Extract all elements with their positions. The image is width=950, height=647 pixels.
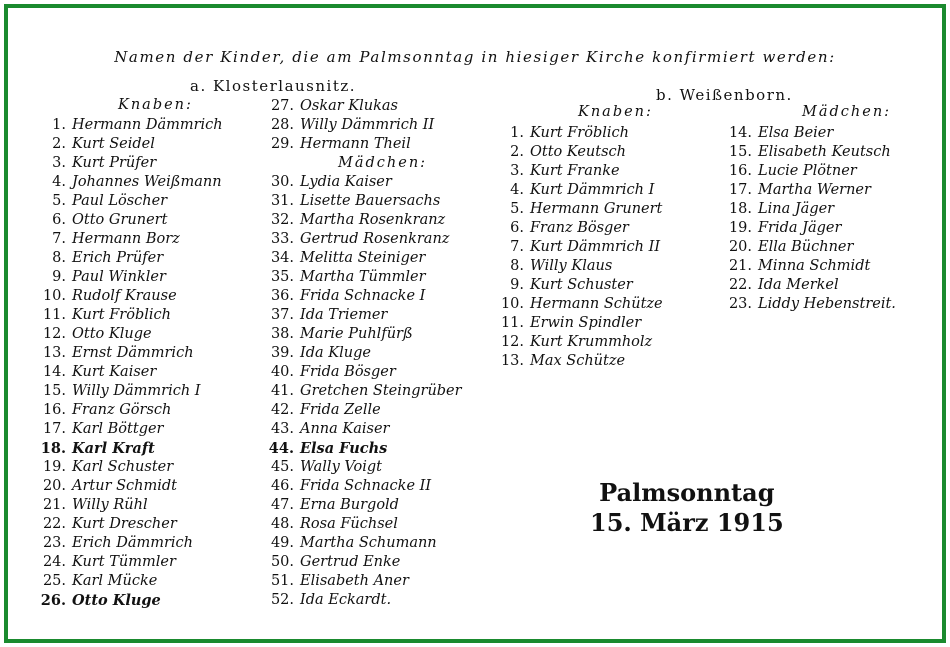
entry-name: Franz Bösger xyxy=(530,220,629,236)
entry-number: 21. xyxy=(42,497,66,513)
entry-name: Wally Voigt xyxy=(300,459,382,475)
list-item xyxy=(498,276,663,295)
entry-number: 6. xyxy=(510,220,524,236)
entry-name: Elsa Beier xyxy=(758,125,834,141)
entry-name: Ella Büchner xyxy=(758,239,854,255)
entry-number: 51. xyxy=(270,573,294,589)
section-a-knaben-list xyxy=(40,116,223,610)
list-item xyxy=(498,238,663,257)
entry-name: Lisette Bauersachs xyxy=(300,193,441,209)
entry-name: Martha Werner xyxy=(758,182,871,198)
entry-name: Lydia Kaiser xyxy=(300,174,392,190)
entry-number: 14. xyxy=(728,125,752,141)
entry-name: Rosa Füchsel xyxy=(300,516,398,532)
list-item xyxy=(268,211,462,230)
entry-number: 18. xyxy=(40,440,66,457)
entry-number: 20. xyxy=(728,239,752,255)
section-b-maedchen-list xyxy=(722,124,896,314)
entry-number: 16. xyxy=(728,163,752,179)
entry-name: Gertrud Rosenkranz xyxy=(300,231,450,247)
list-item xyxy=(722,200,896,219)
list-item xyxy=(722,238,896,257)
entry-name: Kurt Seidel xyxy=(72,136,155,152)
entry-number: 27. xyxy=(270,98,294,114)
entry-number: 15. xyxy=(42,383,66,399)
list-item xyxy=(498,181,663,200)
entry-number: 10. xyxy=(42,288,66,304)
entry-number: 48. xyxy=(270,516,294,532)
entry-name: Gertrud Enke xyxy=(300,554,401,570)
list-item xyxy=(40,211,223,230)
entry-number: 36. xyxy=(270,288,294,304)
list-item xyxy=(268,116,462,135)
entry-name: Elisabeth Keutsch xyxy=(758,144,891,160)
entry-name: Martha Tümmler xyxy=(300,269,426,285)
entry-name: Lucie Plötner xyxy=(758,163,857,179)
entry-number: 44. xyxy=(268,440,294,457)
entry-number: 4. xyxy=(52,174,66,190)
list-item xyxy=(40,268,223,287)
list-item xyxy=(268,515,462,534)
entry-name: Erwin Spindler xyxy=(530,315,642,331)
entry-name: Kurt Tümmler xyxy=(72,554,176,570)
entry-name: Elsa Fuchs xyxy=(300,440,388,457)
list-item xyxy=(268,325,462,344)
list-item xyxy=(268,420,462,439)
section-a-knaben-heading: Knaben: xyxy=(118,97,193,113)
entry-name: Willy Dämmrich I xyxy=(72,383,201,399)
list-item xyxy=(40,591,223,610)
list-item xyxy=(268,439,462,458)
entry-number: 52. xyxy=(270,592,294,608)
entry-name: Marie Puhlfürß xyxy=(300,326,413,342)
entry-name: Kurt Schuster xyxy=(530,277,633,293)
list-item xyxy=(268,192,462,211)
section-a-knaben-continued xyxy=(268,97,462,154)
list-item xyxy=(722,219,896,238)
entry-name: Oskar Klukas xyxy=(300,98,398,114)
list-item xyxy=(40,287,223,306)
entry-number: 11. xyxy=(42,307,66,323)
list-item xyxy=(40,306,223,325)
entry-name: Kurt Fröblich xyxy=(530,125,629,141)
entry-name: Karl Schuster xyxy=(72,459,174,475)
page-title: Namen der Kinder, die am Palmsonntag in hiesiger Kirche konfirmiert werden: xyxy=(114,48,836,66)
list-item xyxy=(268,268,462,287)
entry-name: Rudolf Krause xyxy=(72,288,177,304)
entry-name: Erich Prüfer xyxy=(72,250,164,266)
list-item xyxy=(40,515,223,534)
entry-name: Lina Jäger xyxy=(758,201,835,217)
entry-number: 22. xyxy=(42,516,66,532)
entry-number: 33. xyxy=(270,231,294,247)
date-block xyxy=(590,478,784,538)
entry-name: Ernst Dämmrich xyxy=(72,345,194,361)
section-b-maedchen-heading: Mädchen: xyxy=(802,104,892,120)
entry-number: 29. xyxy=(270,136,294,152)
entry-name: Paul Löscher xyxy=(72,193,168,209)
list-item xyxy=(40,534,223,553)
list-item xyxy=(268,534,462,553)
entry-number: 11. xyxy=(500,315,524,331)
entry-name: Karl Kraft xyxy=(72,440,155,457)
entry-number: 3. xyxy=(52,155,66,171)
list-item xyxy=(498,257,663,276)
entry-name: Martha Rosenkranz xyxy=(300,212,446,228)
entry-name: Ida Triemer xyxy=(300,307,388,323)
list-item xyxy=(40,344,223,363)
entry-number: 1. xyxy=(52,117,66,133)
entry-number: 45. xyxy=(270,459,294,475)
entry-number: 2. xyxy=(510,144,524,160)
entry-number: 13. xyxy=(42,345,66,361)
list-item xyxy=(268,382,462,401)
list-item xyxy=(268,306,462,325)
entry-number: 23. xyxy=(728,296,752,312)
entry-name: Ida Eckardt. xyxy=(300,592,392,608)
list-item xyxy=(722,143,896,162)
entry-name: Frida Schnacke II xyxy=(300,478,432,494)
section-b-knaben-heading: Knaben: xyxy=(578,104,653,120)
list-item xyxy=(40,363,223,382)
entry-name: Karl Böttger xyxy=(72,421,164,437)
list-item xyxy=(268,591,462,610)
list-item xyxy=(40,496,223,515)
section-a-maedchen-heading: Mädchen: xyxy=(338,155,428,171)
entry-number: 8. xyxy=(52,250,66,266)
entry-name: Liddy Hebenstreit. xyxy=(758,296,896,312)
date-line-2: 15. März 1915 xyxy=(590,508,784,537)
entry-name: Elisabeth Aner xyxy=(300,573,409,589)
entry-number: 32. xyxy=(270,212,294,228)
list-item xyxy=(268,363,462,382)
section-b-knaben-list xyxy=(498,124,663,371)
entry-number: 30. xyxy=(270,174,294,190)
entry-name: Frida Jäger xyxy=(758,220,842,236)
entry-name: Johannes Weißmann xyxy=(72,174,222,190)
list-item xyxy=(268,477,462,496)
list-item xyxy=(40,553,223,572)
entry-name: Otto Grunert xyxy=(72,212,168,228)
list-item xyxy=(498,162,663,181)
list-item xyxy=(498,124,663,143)
entry-name: Anna Kaiser xyxy=(300,421,390,437)
entry-name: Erna Burgold xyxy=(300,497,399,513)
entry-number: 4. xyxy=(510,182,524,198)
entry-name: Frida Schnacke I xyxy=(300,288,426,304)
entry-name: Franz Görsch xyxy=(72,402,172,418)
entry-number: 24. xyxy=(42,554,66,570)
entry-name: Martha Schumann xyxy=(300,535,437,551)
entry-number: 17. xyxy=(728,182,752,198)
entry-number: 19. xyxy=(42,459,66,475)
section-a-maedchen-list xyxy=(268,173,462,610)
entry-number: 19. xyxy=(728,220,752,236)
entry-name: Erich Dämmrich xyxy=(72,535,194,551)
entry-number: 43. xyxy=(270,421,294,437)
list-item xyxy=(268,249,462,268)
list-item xyxy=(40,230,223,249)
entry-number: 15. xyxy=(728,144,752,160)
entry-name: Kurt Krummholz xyxy=(530,334,653,350)
list-item xyxy=(268,287,462,306)
entry-name: Kurt Dämmrich II xyxy=(530,239,661,255)
entry-number: 35. xyxy=(270,269,294,285)
entry-name: Gretchen Steingrüber xyxy=(300,383,462,399)
entry-name: Otto Kluge xyxy=(72,592,161,609)
entry-number: 5. xyxy=(52,193,66,209)
entry-number: 7. xyxy=(510,239,524,255)
entry-number: 25. xyxy=(42,573,66,589)
list-item xyxy=(40,458,223,477)
list-item xyxy=(498,295,663,314)
entry-number: 47. xyxy=(270,497,294,513)
entry-name: Kurt Drescher xyxy=(72,516,177,532)
entry-name: Hermann Theil xyxy=(300,136,411,152)
entry-number: 49. xyxy=(270,535,294,551)
entry-name: Melitta Steiniger xyxy=(300,250,426,266)
list-item xyxy=(498,219,663,238)
entry-number: 2. xyxy=(52,136,66,152)
entry-number: 6. xyxy=(52,212,66,228)
entry-number: 28. xyxy=(270,117,294,133)
list-item xyxy=(722,124,896,143)
entry-number: 31. xyxy=(270,193,294,209)
entry-number: 41. xyxy=(270,383,294,399)
entry-name: Willy Klaus xyxy=(530,258,613,274)
list-item xyxy=(40,173,223,192)
entry-number: 39. xyxy=(270,345,294,361)
entry-number: 12. xyxy=(42,326,66,342)
list-item xyxy=(722,295,896,314)
date-line-1: Palmsonntag xyxy=(599,478,775,507)
entry-name: Willy Dämmrich II xyxy=(300,117,435,133)
entry-name: Ida Merkel xyxy=(758,277,839,293)
entry-name: Ida Kluge xyxy=(300,345,371,361)
entry-number: 9. xyxy=(510,277,524,293)
list-item xyxy=(40,325,223,344)
list-item xyxy=(40,572,223,591)
entry-name: Otto Kluge xyxy=(72,326,152,342)
entry-number: 10. xyxy=(500,296,524,312)
entry-number: 13. xyxy=(500,353,524,369)
entry-name: Kurt Dämmrich I xyxy=(530,182,655,198)
entry-name: Hermann Grunert xyxy=(530,201,663,217)
entry-name: Frida Bösger xyxy=(300,364,396,380)
list-item xyxy=(498,352,663,371)
list-item xyxy=(268,401,462,420)
list-item xyxy=(268,572,462,591)
section-b-label: b. Weißenborn. xyxy=(656,86,793,104)
entry-number: 37. xyxy=(270,307,294,323)
entry-name: Kurt Kaiser xyxy=(72,364,157,380)
entry-number: 46. xyxy=(270,478,294,494)
entry-name: Hermann Dämmrich xyxy=(72,117,223,133)
entry-name: Kurt Prüfer xyxy=(72,155,157,171)
entry-number: 3. xyxy=(510,163,524,179)
list-item xyxy=(40,135,223,154)
list-item xyxy=(722,162,896,181)
entry-name: Karl Mücke xyxy=(72,573,158,589)
entry-number: 50. xyxy=(270,554,294,570)
list-item xyxy=(40,382,223,401)
list-item xyxy=(268,135,462,154)
entry-name: Kurt Fröblich xyxy=(72,307,171,323)
list-item xyxy=(268,97,462,116)
entry-number: 18. xyxy=(728,201,752,217)
list-item xyxy=(498,333,663,352)
entry-number: 7. xyxy=(52,231,66,247)
list-item xyxy=(268,553,462,572)
list-item xyxy=(40,420,223,439)
list-item xyxy=(268,173,462,192)
list-item xyxy=(40,192,223,211)
list-item xyxy=(40,401,223,420)
entry-name: Artur Schmidt xyxy=(72,478,177,494)
list-item xyxy=(498,200,663,219)
entry-name: Minna Schmidt xyxy=(758,258,871,274)
list-item xyxy=(722,276,896,295)
entry-number: 5. xyxy=(510,201,524,217)
list-item xyxy=(40,249,223,268)
list-item xyxy=(268,458,462,477)
entry-name: Max Schütze xyxy=(530,353,626,369)
entry-number: 20. xyxy=(42,478,66,494)
entry-name: Paul Winkler xyxy=(72,269,166,285)
entry-number: 23. xyxy=(42,535,66,551)
entry-number: 8. xyxy=(510,258,524,274)
entry-number: 12. xyxy=(500,334,524,350)
list-item xyxy=(722,181,896,200)
entry-name: Otto Keutsch xyxy=(530,144,626,160)
section-a-label: a. Klosterlausnitz. xyxy=(190,77,357,95)
entry-number: 22. xyxy=(728,277,752,293)
entry-name: Kurt Franke xyxy=(530,163,620,179)
list-item xyxy=(268,230,462,249)
entry-name: Hermann Borz xyxy=(72,231,180,247)
entry-number: 9. xyxy=(52,269,66,285)
list-item xyxy=(40,439,223,458)
entry-number: 16. xyxy=(42,402,66,418)
list-item xyxy=(40,154,223,173)
list-item xyxy=(498,143,663,162)
entry-name: Willy Rühl xyxy=(72,497,148,513)
entry-name: Hermann Schütze xyxy=(530,296,663,312)
section-a-continued-list xyxy=(268,97,462,610)
list-item xyxy=(40,477,223,496)
entry-number: 34. xyxy=(270,250,294,266)
entry-number: 17. xyxy=(42,421,66,437)
entry-number: 42. xyxy=(270,402,294,418)
list-item xyxy=(498,314,663,333)
entry-number: 14. xyxy=(42,364,66,380)
entry-name: Frida Zelle xyxy=(300,402,381,418)
list-item xyxy=(722,257,896,276)
entry-number: 38. xyxy=(270,326,294,342)
entry-number: 21. xyxy=(728,258,752,274)
list-item xyxy=(268,496,462,515)
entry-number: 40. xyxy=(270,364,294,380)
list-item xyxy=(268,344,462,363)
list-item xyxy=(40,116,223,135)
entry-number: 1. xyxy=(510,125,524,141)
entry-number: 26. xyxy=(40,592,66,609)
